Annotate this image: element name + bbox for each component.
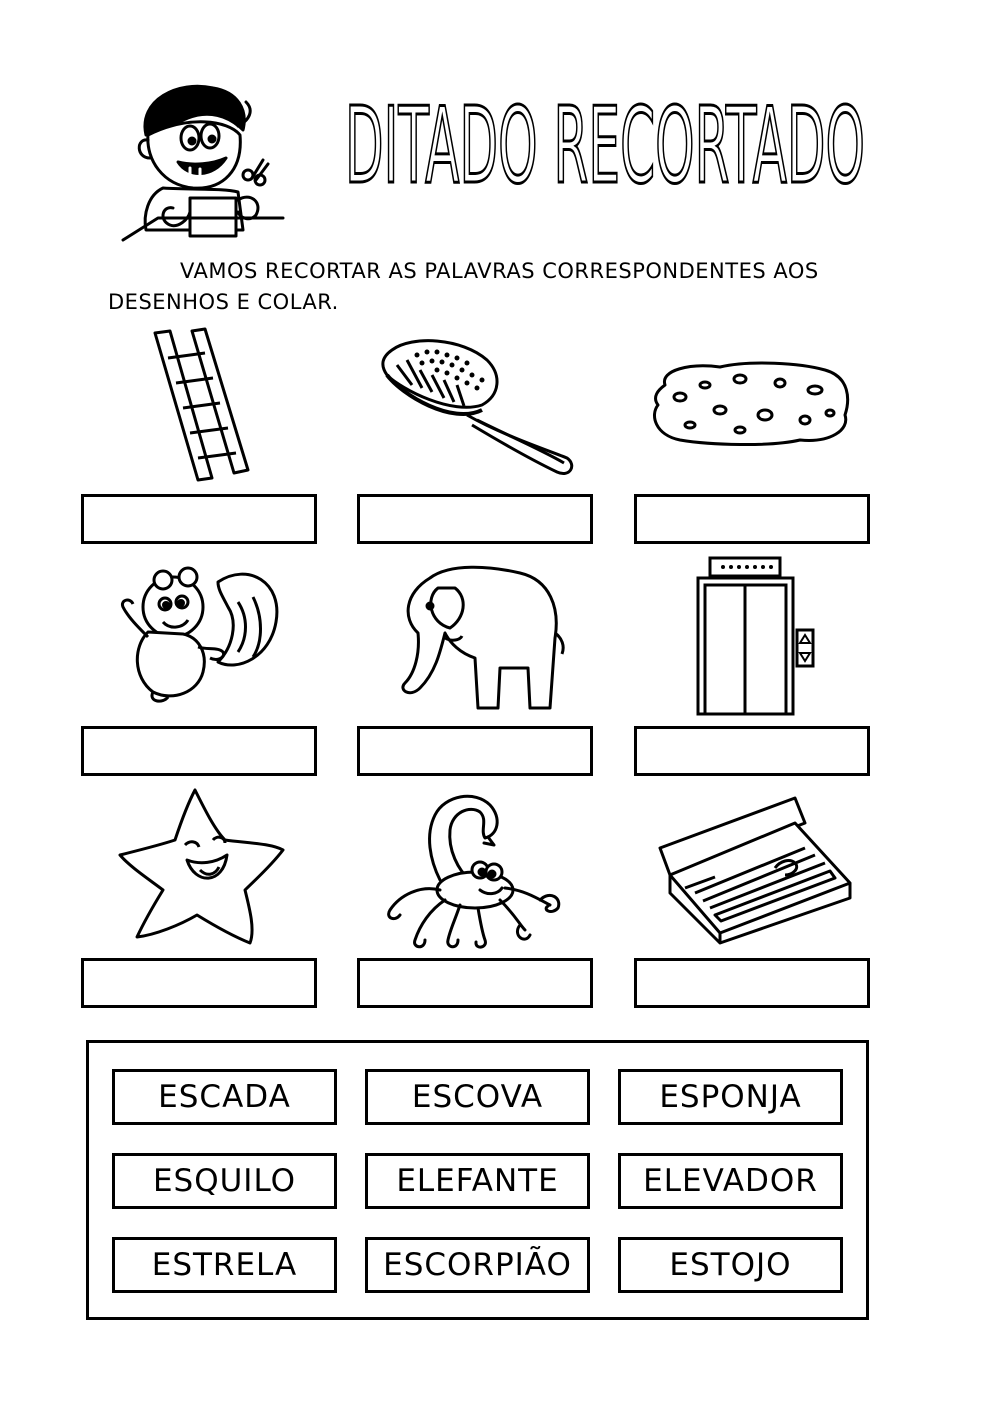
star-icon — [115, 785, 290, 947]
answer-box-9[interactable] — [634, 958, 870, 1008]
answer-box-4[interactable] — [81, 726, 317, 776]
word-elevador[interactable]: ELEVADOR — [618, 1153, 843, 1209]
word-estojo[interactable]: ESTOJO — [618, 1237, 843, 1293]
boy-with-scissors-illustration — [118, 80, 293, 245]
elevator-icon — [695, 555, 820, 717]
scorpion-icon — [380, 790, 570, 950]
answer-box-8[interactable] — [357, 958, 593, 1008]
answer-box-6[interactable] — [634, 726, 870, 776]
hairbrush-icon — [372, 330, 582, 480]
word-esponja[interactable]: ESPONJA — [618, 1069, 843, 1125]
pencil-case-icon — [655, 793, 860, 943]
word-escorpiao[interactable]: ESCORPIÃO — [365, 1237, 590, 1293]
instructions-line-2: DESENHOS E COLAR. — [108, 290, 339, 314]
answer-box-5[interactable] — [357, 726, 593, 776]
answer-box-3[interactable] — [634, 494, 870, 544]
word-estrela[interactable]: ESTRELA — [112, 1237, 337, 1293]
sponge-icon — [650, 355, 855, 450]
word-escada[interactable]: ESCADA — [112, 1069, 337, 1125]
squirrel-icon — [118, 562, 283, 707]
word-escova[interactable]: ESCOVA — [365, 1069, 590, 1125]
instructions-line-1: VAMOS RECORTAR AS PALAVRAS CORRESPONDENTES AOS — [180, 259, 819, 283]
ladder-icon — [150, 328, 255, 483]
word-esquilo[interactable]: ESQUILO — [112, 1153, 337, 1209]
elephant-icon — [390, 558, 570, 716]
word-elefante[interactable]: ELEFANTE — [365, 1153, 590, 1209]
page-title-text: DITADO RECORTADO — [345, 85, 865, 207]
page-title — [340, 85, 870, 207]
answer-box-1[interactable] — [81, 494, 317, 544]
instructions — [108, 256, 928, 318]
answer-box-2[interactable] — [357, 494, 593, 544]
answer-box-7[interactable] — [81, 958, 317, 1008]
